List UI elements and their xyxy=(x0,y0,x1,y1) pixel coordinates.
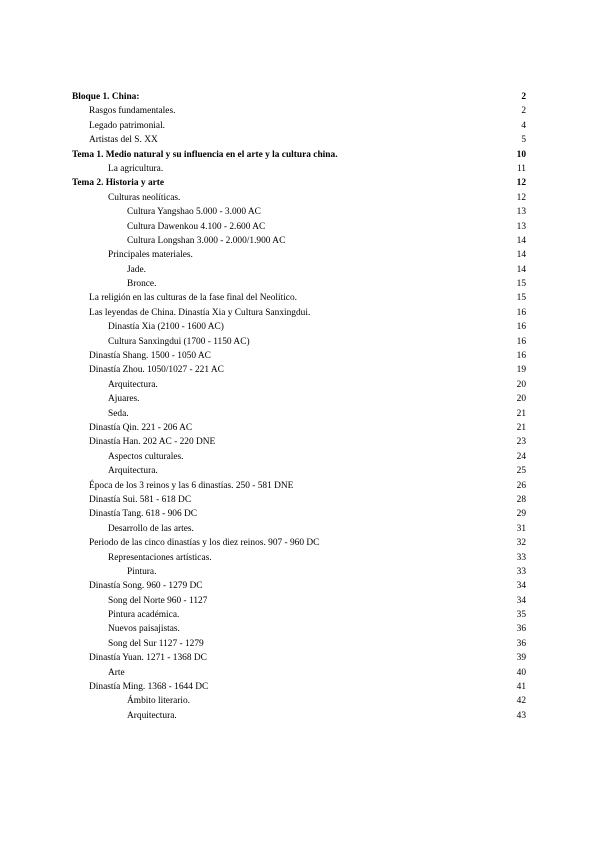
toc-entry-title: Tema 1. Medio natural y su influencia en el arte y la cultura china. xyxy=(72,149,338,160)
toc-entry[interactable] xyxy=(72,220,526,234)
toc-entry-page-number: 4 xyxy=(521,120,526,131)
table-of-contents xyxy=(72,90,526,723)
toc-entry-page-number: 16 xyxy=(516,322,526,333)
toc-entry-page-number: 33 xyxy=(516,552,526,563)
toc-entry-page-number: 19 xyxy=(516,365,526,376)
toc-entry-page-number: 2 xyxy=(521,92,526,102)
toc-entry-title: Cultura Sanxingdui (1700 - 1150 AC) xyxy=(108,336,250,347)
toc-entry-title: Dinastía Ming. 1368 - 1644 DC xyxy=(89,682,209,693)
toc-entry[interactable] xyxy=(72,104,526,118)
toc-entry[interactable] xyxy=(72,90,526,104)
toc-entry[interactable] xyxy=(72,191,526,205)
toc-entry-title: Representaciones artísticas. xyxy=(108,552,212,563)
toc-entry-page-number: 36 xyxy=(516,624,526,635)
toc-entry[interactable] xyxy=(72,306,526,320)
toc-entry-title: Pintura académica. xyxy=(108,610,180,621)
toc-entry[interactable] xyxy=(72,407,526,421)
toc-entry-title: Rasgos fundamentales. xyxy=(89,106,176,117)
toc-entry-page-number: 14 xyxy=(516,264,526,275)
toc-entry-title: Song del Norte 960 - 1127 xyxy=(108,595,208,606)
toc-entry-page-number: 13 xyxy=(516,221,526,232)
toc-entry-page-number: 15 xyxy=(516,293,526,304)
toc-entry-page-number: 43 xyxy=(516,710,526,721)
toc-entry-page-number: 41 xyxy=(516,682,526,693)
toc-entry[interactable] xyxy=(72,565,526,579)
toc-entry[interactable] xyxy=(72,349,526,363)
toc-entry[interactable] xyxy=(72,507,526,521)
toc-entry[interactable] xyxy=(72,608,526,622)
toc-entry[interactable] xyxy=(72,320,526,334)
toc-entry[interactable] xyxy=(72,205,526,219)
toc-entry[interactable] xyxy=(72,522,526,536)
toc-entry-page-number: 29 xyxy=(516,509,526,520)
toc-entry-page-number: 15 xyxy=(516,279,526,290)
toc-entry-title: Seda. xyxy=(108,408,129,419)
toc-entry-title: Arquitectura. xyxy=(108,466,158,477)
toc-entry[interactable] xyxy=(72,551,526,565)
toc-entry-page-number: 14 xyxy=(516,235,526,246)
toc-entry[interactable] xyxy=(72,435,526,449)
toc-entry-page-number: 13 xyxy=(516,207,526,218)
toc-entry-page-number: 35 xyxy=(516,610,526,621)
toc-entry-title: Dinastía Yuan. 1271 - 1368 DC xyxy=(89,653,207,664)
toc-entry-page-number: 40 xyxy=(516,667,526,678)
toc-entry-page-number: 16 xyxy=(516,307,526,318)
toc-entry[interactable] xyxy=(72,637,526,651)
toc-entry-title: Bloque 1. China: xyxy=(72,92,140,102)
toc-entry-page-number: 20 xyxy=(516,394,526,405)
toc-entry[interactable] xyxy=(72,392,526,406)
toc-entry-page-number: 34 xyxy=(516,581,526,592)
toc-entry-page-number: 11 xyxy=(516,163,526,174)
toc-entry[interactable] xyxy=(72,694,526,708)
toc-entry-title: Periodo de las cinco dinastías y los diez reinos. 907 - 960 DC xyxy=(89,538,320,549)
toc-entry[interactable] xyxy=(72,536,526,550)
toc-entry-page-number: 34 xyxy=(516,595,526,606)
toc-entry-page-number: 39 xyxy=(516,653,526,664)
toc-entry[interactable] xyxy=(72,666,526,680)
toc-entry[interactable] xyxy=(72,162,526,176)
toc-entry[interactable] xyxy=(72,709,526,723)
toc-entry-page-number: 26 xyxy=(516,480,526,491)
toc-entry-title: La religión en las culturas de la fase final del Neolítico. xyxy=(89,293,297,304)
toc-entry-title: Bronce. xyxy=(127,279,157,290)
toc-entry-title: Legado patrimonial. xyxy=(89,120,166,131)
toc-entry-title: Dinastía Tang. 618 - 906 DC xyxy=(89,509,198,520)
toc-entry-title: Culturas neolíticas. xyxy=(108,192,181,203)
toc-entry[interactable] xyxy=(72,133,526,147)
toc-entry-title: Pintura. xyxy=(127,566,157,577)
toc-entry-page-number: 31 xyxy=(516,523,526,534)
toc-entry[interactable] xyxy=(72,363,526,377)
toc-entry-title: Jade. xyxy=(127,264,147,275)
toc-entry[interactable] xyxy=(72,263,526,277)
toc-entry-page-number: 14 xyxy=(516,250,526,261)
toc-entry-title: Nuevos paisajistas. xyxy=(108,624,180,635)
toc-entry-page-number: 2 xyxy=(521,106,526,117)
toc-entry-page-number: 21 xyxy=(516,422,526,433)
toc-entry-title: Dinastía Xia (2100 - 1600 AC) xyxy=(108,322,224,333)
toc-entry-title: Dinastía Han. 202 AC - 220 DNE xyxy=(89,437,216,448)
toc-entry[interactable] xyxy=(72,622,526,636)
toc-entry[interactable] xyxy=(72,450,526,464)
toc-entry-title: Dinastía Qin. 221 - 206 AC xyxy=(89,422,193,433)
toc-entry[interactable] xyxy=(72,464,526,478)
toc-entry-page-number: 20 xyxy=(516,379,526,390)
toc-entry-title: Arquitectura. xyxy=(108,379,158,390)
toc-entry-title: Principales materiales. xyxy=(108,250,193,261)
toc-entry-title: Arte xyxy=(108,667,125,678)
toc-entry[interactable] xyxy=(72,277,526,291)
toc-entry-page-number: 36 xyxy=(516,638,526,649)
toc-entry-page-number: 16 xyxy=(516,336,526,347)
toc-entry-page-number: 12 xyxy=(516,192,526,203)
toc-entry[interactable] xyxy=(72,234,526,248)
toc-entry-page-number: 12 xyxy=(516,178,526,189)
toc-entry-page-number: 10 xyxy=(516,149,526,160)
toc-entry[interactable] xyxy=(72,594,526,608)
toc-entry[interactable] xyxy=(72,248,526,262)
toc-entry[interactable] xyxy=(72,291,526,305)
toc-entry-page-number: 5 xyxy=(521,135,526,146)
toc-entry[interactable] xyxy=(72,176,526,190)
toc-entry-page-number: 21 xyxy=(516,408,526,419)
toc-entry-title: Dinastía Song. 960 - 1279 DC xyxy=(89,581,203,592)
toc-entry-title: Ámbito literario. xyxy=(127,696,191,707)
toc-entry[interactable] xyxy=(72,579,526,593)
toc-entry-page-number: 42 xyxy=(516,696,526,707)
toc-entry-page-number: 24 xyxy=(516,451,526,462)
toc-entry-page-number: 32 xyxy=(516,538,526,549)
toc-entry-title: La agricultura. xyxy=(108,163,164,174)
toc-entry[interactable] xyxy=(72,479,526,493)
toc-entry-title: Cultura Dawenkou 4.100 - 2.600 AC xyxy=(127,221,266,232)
toc-entry[interactable] xyxy=(72,119,526,133)
toc-entry[interactable] xyxy=(72,378,526,392)
toc-entry-title: Tema 2. Historia y arte xyxy=(72,178,165,189)
toc-entry-title: Arquitectura. xyxy=(127,710,177,721)
toc-entry-title: Época de los 3 reinos y las 6 dinastías. 250 - 581 DNE xyxy=(89,480,294,491)
toc-entry[interactable] xyxy=(72,680,526,694)
toc-entry-page-number: 28 xyxy=(516,494,526,505)
toc-entry-page-number: 16 xyxy=(516,351,526,362)
toc-entry-title: Ajuares. xyxy=(108,394,140,405)
toc-entry-title: Cultura Longshan 3.000 - 2.000/1.900 AC xyxy=(127,235,286,246)
toc-entry-page-number: 23 xyxy=(516,437,526,448)
toc-entry-title: Artistas del S. XX xyxy=(89,135,158,146)
toc-entry-title: Dinastía Zhou. 1050/1027 - 221 AC xyxy=(89,365,224,376)
toc-entry[interactable] xyxy=(72,421,526,435)
toc-entry-title: Cultura Yangshao 5.000 - 3.000 AC xyxy=(127,207,261,218)
toc-entry[interactable] xyxy=(72,335,526,349)
toc-entry-title: Aspectos culturales. xyxy=(108,451,184,462)
toc-entry-title: Las leyendas de China. Dinastía Xia y Cultura Sanxingdui. xyxy=(89,307,311,318)
toc-entry-title: Dinastía Sui. 581 - 618 DC xyxy=(89,494,192,505)
toc-entry-page-number: 33 xyxy=(516,566,526,577)
toc-entry-title: Dinastía Shang. 1500 - 1050 AC xyxy=(89,351,211,362)
toc-entry[interactable] xyxy=(72,651,526,665)
toc-entry-title: Desarrollo de las artes. xyxy=(108,523,194,534)
toc-entry-title: Song del Sur 1127 - 1279 xyxy=(108,638,204,649)
toc-entry-page-number: 25 xyxy=(516,466,526,477)
toc-entry[interactable] xyxy=(72,493,526,507)
toc-entry[interactable] xyxy=(72,148,526,162)
